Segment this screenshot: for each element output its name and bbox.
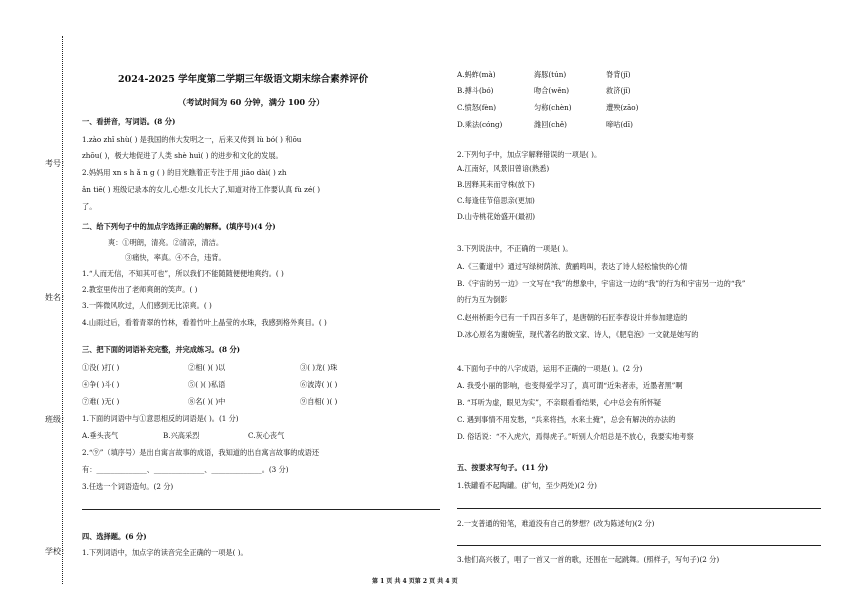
answer-line: [82, 509, 440, 510]
s4-question: 3.下列说法中，不正确的一项是( )。: [457, 244, 573, 253]
idiom-item: ⑧名( )( )中: [188, 397, 226, 406]
s4-question: 1.下列词语中，加点字的读音完全正确的一项是( )。: [82, 548, 248, 557]
s5-question: 2.一支普通的铅笔，难道没有自己的梦想？(改为陈述句)(2 分): [457, 519, 655, 528]
page-footer: 第 1 页 共 4 页第 2 页 共 4 页: [372, 578, 458, 585]
idiom-item: ④争( )斗( ): [82, 380, 120, 389]
s1-line: 了。: [82, 202, 97, 211]
s4-question: 4.下面句子中的八字成语，运用不正确的一项是( )。(2 分): [457, 364, 643, 373]
class-label: 班级：: [45, 415, 69, 424]
answer-option: 海豚(tún): [534, 70, 567, 79]
idiom-item: ⑥波涛( )( ): [300, 380, 338, 389]
section1-heading: 一、看拼音，写词语。(8 分): [82, 117, 176, 126]
answer-option: 脊背(jǐ): [606, 70, 631, 79]
s3-question: 2.“⑨”（填序号）是出自寓言故事的成语，我知道的出自寓言故事的成语还: [82, 448, 320, 457]
name-label: 姓名：: [45, 293, 69, 302]
answer-option: C.赵州桥距今已有一千四百多年了，是唐朝的石匠李春设计并参加建造的: [457, 313, 688, 322]
section5-heading: 五、按要求写句子。(11 分): [457, 463, 549, 472]
answer-option: C.灰心丧气: [248, 431, 285, 440]
answer-option: A.蚂蚱(mà): [457, 70, 496, 79]
s3-question: 3.任选一个词语造句。(2 分): [82, 482, 174, 491]
answer-option: B.搏斗(bó): [457, 86, 494, 95]
idiom-item: ③( )龙( )珠: [300, 363, 338, 372]
s3-question: 1.下面的词语中与①意思相反的词语是( )。(1 分): [82, 414, 239, 423]
answer-option: 匀称(chèn): [534, 103, 572, 112]
answer-option: B.兴高采烈: [163, 431, 200, 440]
answer-option: C.每逢佳节倍思亲(更加): [457, 196, 535, 205]
answer-option: A.江南好，风景旧曾谙(熟悉): [457, 164, 550, 173]
s2-question: 2.教室里传出了老师爽朗的笑声。( ): [82, 285, 198, 294]
s5-question: 1.铁罐看不起陶罐。(扩句，至少两处)(2 分): [457, 481, 597, 490]
s4-question: 2.下列句子中，加点字解释错误的一项是( )。: [457, 150, 602, 159]
s2-question: 3.一阵微风吹过，人们感到无比凉爽。( ): [82, 301, 212, 310]
section4-heading: 四、选择题。(6 分): [82, 532, 147, 541]
answer-option: 遭殃(zāo): [606, 103, 639, 112]
idiom-item: ⑨自相( )( ): [300, 397, 338, 406]
answer-option: 吻合(wěn): [534, 86, 570, 95]
s2-question: 4.山雨过后，看着青翠的竹林，看着竹叶上晶莹的水珠，我感到格外爽目。( ): [82, 318, 327, 327]
answer-line: [457, 545, 821, 546]
s1-line: 1.zào zhǐ shù( ) 是我国的伟大发明之一，后来又传到 lù bó( ) 和ōu: [82, 135, 302, 144]
answer-option: A.垂头丧气: [82, 431, 119, 440]
answer-option: C.愤怒(fèn): [457, 103, 497, 112]
section2-heading: 二、给下列句子中的加点字选择正确的解释。(填序号)(4 分): [82, 222, 276, 231]
answer-option: D.冰心原名为谢婉莹，现代著名的散文家、诗人，《肥皂泡》一文就是她写的: [457, 330, 699, 339]
answer-option: D.乘法(cónɡ): [457, 120, 503, 129]
s3-question: 有：______________、______________、______________。(3 分): [82, 465, 289, 474]
answer-option: D.山寺桃花始盛开(最初): [457, 212, 536, 221]
section3-heading: 三、把下面的词语补充完整，并完成练习。(8 分): [82, 345, 241, 354]
idiom-item: ②相( )( )以: [188, 363, 226, 372]
answer-option: 潍回(chě): [534, 120, 567, 129]
idiom-item: ①没( )打( ): [82, 363, 120, 372]
definition-options: ③痛快，率真。④不合，违背。: [125, 253, 226, 262]
idiom-item: ⑤( )( )私语: [188, 380, 226, 389]
binding-line: [62, 36, 63, 584]
s1-line: zhōu( )，极大地促进了人类 shè huì( ) 的进步和文化的发展。: [82, 151, 283, 160]
answer-option: C. 遇到事情不用发愁，“兵来将挡，水来土掩”，总会有解决的办法的: [457, 415, 676, 424]
answer-option: D. 俗话说：“不入虎穴，焉得虎子。”听别人介绍总是不放心，我要实地考察: [457, 432, 694, 441]
answer-option: 啼咕(dī): [606, 120, 633, 129]
answer-option: B.《宇宙的另一边》一文写在“我”的想象中，宇宙这一边的“我”的行为和宇宙另一边的“我”: [457, 279, 746, 288]
idiom-item: ⑦难( )无( ): [82, 397, 120, 406]
school-label: 学校：: [45, 547, 69, 556]
answer-option: 的行为互为倒影: [457, 295, 508, 304]
s1-line: 2.妈妈用 xn s h ǎ n g ( ) 的目光瞧着正专注于用 jiāo dài( ) zh: [82, 168, 287, 177]
exam-number-label: 考号：: [45, 159, 69, 168]
s5-question: 3.他们高兴极了，唱了一首又一首的歌，还围在一起跳舞。(照样子，写句子)(2 分): [457, 555, 720, 564]
answer-line: [457, 508, 821, 509]
answer-option: 救济(jǐ): [606, 86, 631, 95]
s1-line: ǎn tiē( ) 班级记录本的女儿,心想:女儿长大了,知道对待工作要认真 fù zé( ): [82, 185, 321, 194]
exam-title: 2024-2025 学年度第二学期三年级语文期末综合素养评价: [118, 74, 369, 85]
answer-option: B.因释其耒而守株(放下): [457, 180, 535, 189]
answer-option: B. “耳听为虚，眼见为实”，不亲眼看看结果，心中总会有所怀疑: [457, 398, 662, 407]
answer-option: A. 我受小丽的影响，也变得爱学习了，真可谓“近朱者赤，近墨者黑”啊: [457, 381, 683, 390]
definition-options: 爽：①明朗，清亮。②清凉，清洁。: [108, 238, 224, 247]
s2-question: 1.“人而无信，不知其可也”，所以我们不能随随便便地爽约。( ): [82, 269, 284, 278]
answer-option: A.《三衢道中》通过写绿树荫浓、黄鹂鸣叫，表达了诗人轻松愉快的心情: [457, 262, 688, 271]
exam-subtitle: （考试时间为 60 分钟，满分 100 分）: [178, 97, 325, 107]
